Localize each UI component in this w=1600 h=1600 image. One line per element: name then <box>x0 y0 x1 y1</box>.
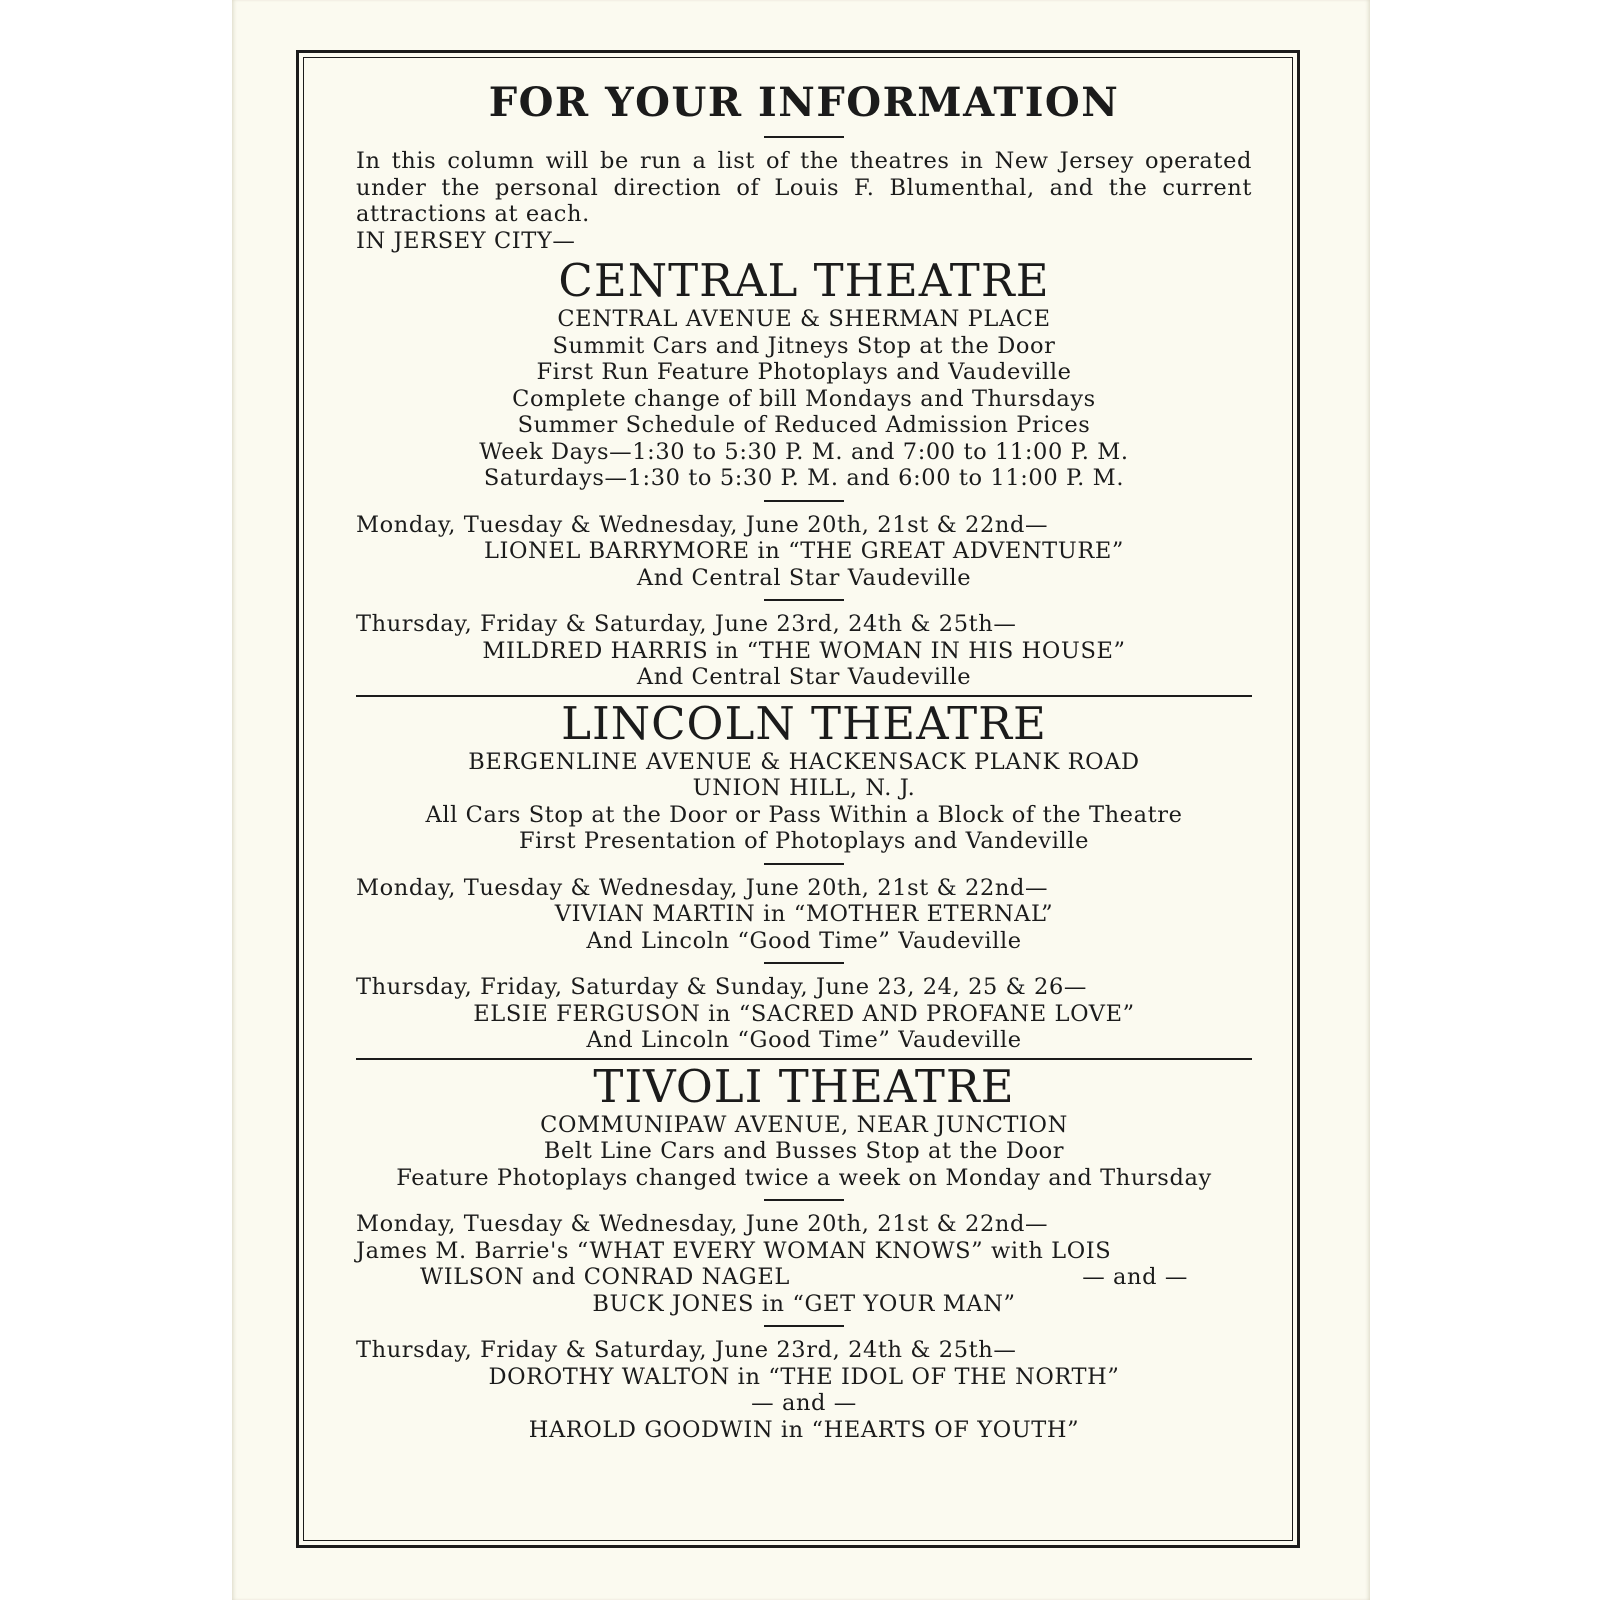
section-divider <box>764 500 844 502</box>
intro-paragraph: In this column will be run a list of the theatres in New Jersey operated under the personal direction of Louis F. Blumenthal, and the current attractions at each. <box>356 148 1252 227</box>
section-divider <box>764 1199 844 1201</box>
program-feature: James M. Barrie's “WHAT EVERY WOMAN KNOWS” with LOIS <box>356 1237 1112 1264</box>
tivoli-address: COMMUNIPAW AVENUE, NEAR JUNCTION <box>540 1111 1068 1138</box>
central-line: Summer Schedule of Reduced Admission Prices <box>517 412 1091 438</box>
central-address: CENTRAL AVENUE & SHERMAN PLACE <box>557 306 1051 332</box>
program-extra: And Lincoln “Good Time” Vaudeville <box>586 927 1022 954</box>
program-feature: LIONEL BARRYMORE in “THE GREAT ADVENTURE” <box>483 538 1125 564</box>
program-extra: And Central Star Vaudeville <box>636 564 972 591</box>
program-joiner: — and — <box>751 1390 857 1416</box>
city-label: IN JERSEY CITY— <box>356 227 576 254</box>
central-hours-weekdays: Week Days—1:30 to 5:30 P. M. and 7:00 to 11:00 P. M. <box>479 438 1129 465</box>
section-divider <box>764 863 844 865</box>
tivoli-line: Belt Line Cars and Busses Stop at the Door <box>543 1138 1065 1164</box>
lincoln-line: All Cars Stop at the Door or Pass Within a Block of the Theatre <box>425 801 1183 828</box>
tivoli-theatre-name: TIVOLI THEATRE <box>593 1059 1015 1113</box>
program-feature: ELSIE FERGUSON in “SACRED AND PROFANE LOVE” <box>473 1000 1135 1027</box>
program-feature: HAROLD GOODWIN in “HEARTS OF YOUTH” <box>528 1416 1080 1443</box>
central-theatre-name: CENTRAL THEATRE <box>558 254 1050 307</box>
lincoln-address: BERGENLINE AVENUE & HACKENSACK PLANK ROAD <box>468 748 1140 775</box>
program-feature-row <box>356 1264 1252 1291</box>
central-theatre-section <box>356 254 1252 691</box>
tivoli-line: Feature Photoplays changed twice a week on Monday and Thursday <box>396 1164 1212 1191</box>
program-dates: Monday, Tuesday & Wednesday, June 20th, 21st & 22nd— <box>356 874 1049 901</box>
program-dates: Thursday, Friday & Saturday, June 23rd, 24th & 25th— <box>356 611 1017 637</box>
program-dates: Thursday, Friday & Saturday, June 23rd, 24th & 25th— <box>356 1337 1017 1363</box>
program-extra: And Lincoln “Good Time” Vaudeville <box>586 1027 1022 1053</box>
lincoln-town: UNION HILL, N. J. <box>692 775 916 801</box>
central-hours-saturdays: Saturdays—1:30 to 5:30 P. M. and 6:00 to 11:00 P. M. <box>483 465 1125 491</box>
central-line: First Run Feature Photoplays and Vaudeville <box>536 359 1072 385</box>
tivoli-theatre-section <box>356 1059 1252 1444</box>
lincoln-line: First Presentation of Photoplays and Vandeville <box>518 828 1090 854</box>
program-feature: VIVIAN MARTIN in “MOTHER ETERNAL” <box>554 901 1054 927</box>
page-title: FOR YOUR INFORMATION <box>488 79 1120 126</box>
program-dates: Thursday, Friday, Saturday & Sunday, June 23, 24, 25 & 26— <box>356 974 1087 1000</box>
lincoln-theatre-section <box>356 696 1252 1054</box>
program-extra: And Central Star Vaudeville <box>636 664 972 690</box>
title-divider <box>764 136 844 138</box>
program-feature: DOROTHY WALTON in “THE IDOL OF THE NORTH” <box>488 1363 1120 1390</box>
program-feature: WILSON and CONRAD NAGEL <box>420 1264 790 1290</box>
central-line: Summit Cars and Jitneys Stop at the Door <box>552 332 1056 359</box>
section-divider <box>764 962 844 964</box>
info-column <box>356 70 1252 1530</box>
program-feature: MILDRED HARRIS in “THE WOMAN IN HIS HOUSE” <box>482 637 1126 664</box>
program-dates: Monday, Tuesday & Wednesday, June 20th, 21st & 22nd— <box>356 1211 1049 1237</box>
section-divider <box>764 1325 844 1327</box>
section-divider <box>764 599 844 601</box>
program-dates: Monday, Tuesday & Wednesday, June 20th, 21st & 22nd— <box>356 511 1049 538</box>
lincoln-theatre-name: LINCOLN THEATRE <box>561 696 1047 750</box>
program-feature: BUCK JONES in “GET YOUR MAN” <box>592 1290 1016 1317</box>
central-line: Complete change of bill Mondays and Thursdays <box>512 385 1096 412</box>
program-joiner: — and — <box>1082 1264 1188 1290</box>
